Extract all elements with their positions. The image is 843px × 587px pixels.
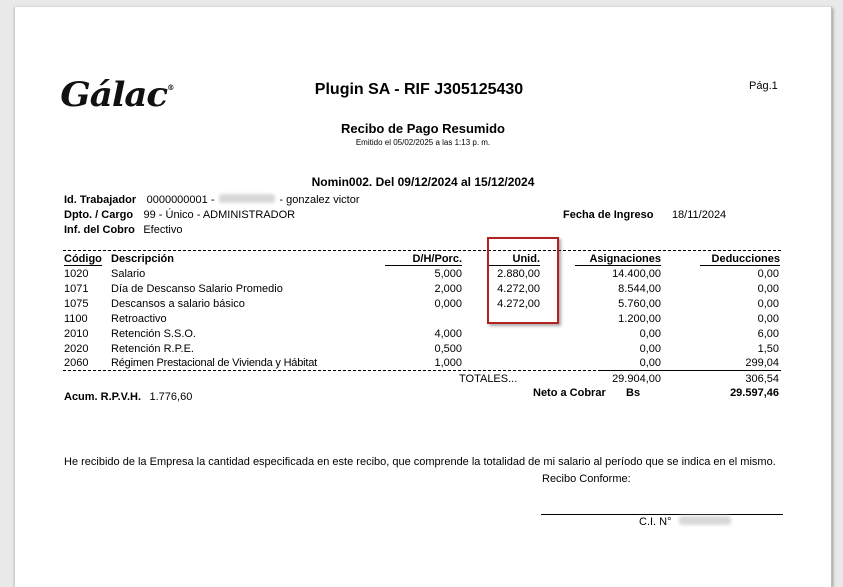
row-description: Salario	[111, 268, 146, 280]
col-header-dhp: D/H/Porc.	[385, 253, 462, 266]
row-dhp: 1,000	[434, 357, 462, 369]
row-code: 1071	[64, 283, 89, 295]
receipt-statement: He recibido de la Empresa la cantidad especificada en este recibo, que comprende la totalidad de mi salario al período que se indica en el mismo.	[64, 456, 776, 468]
col-header-description: Descripción	[111, 253, 174, 265]
page-number: Pág.1	[749, 80, 778, 92]
hire-date-row	[563, 205, 726, 223]
redacted-id	[219, 194, 275, 203]
col-header-assignments: Asignaciones	[575, 253, 661, 266]
row-deductions: 299,04	[745, 357, 779, 369]
row-assignments: 0,00	[639, 328, 661, 340]
units-highlight-box	[487, 237, 559, 324]
row-assignments: 0,00	[639, 343, 661, 355]
department-label: Dpto. / Cargo	[64, 209, 134, 221]
department-value: 99 - Único - ADMINISTRADOR	[143, 209, 296, 221]
receipt-title: Recibo de Pago Resumido	[341, 121, 505, 136]
ci-label: C.I. N°	[639, 516, 672, 528]
row-deductions: 0,00	[757, 268, 779, 280]
row-code: 2010	[64, 328, 89, 340]
row-deductions: 0,00	[757, 313, 779, 325]
totals-assignments: 29.904,00	[612, 373, 661, 385]
payment-info-value: Efectivo	[143, 224, 183, 236]
row-description: Régimen Prestacional de Vivienda y Hábitat	[111, 357, 318, 369]
row-dhp: 5,000	[434, 268, 462, 280]
employee-id-label: Id. Trabajador	[64, 194, 137, 206]
redacted-ci	[679, 516, 731, 525]
row-description: Retención S.S.O.	[111, 328, 196, 340]
row-assignments: 8.544,00	[618, 283, 661, 295]
ci-row	[639, 516, 731, 528]
acum-rpvh-value: 1.776,60	[149, 391, 193, 403]
row-code: 1075	[64, 298, 89, 310]
row-description: Retroactivo	[111, 313, 167, 325]
issued-date: Emitido el 05/02/2025 a las 1:13 p. m.	[355, 138, 491, 147]
payment-info-row	[64, 220, 182, 238]
hire-date-value: 18/11/2024	[671, 209, 727, 221]
net-pay-label: Neto a Cobrar	[533, 387, 606, 399]
row-description: Día de Descanso Salario Promedio	[111, 283, 283, 295]
col-header-code: Código	[64, 253, 102, 265]
row-assignments: 0,00	[639, 357, 661, 369]
row-code: 1020	[64, 268, 89, 280]
row-assignments: 1.200,00	[618, 313, 661, 325]
acum-rpvh-label: Acum. R.P.V.H.	[64, 391, 142, 403]
totals-rule	[601, 370, 781, 371]
payment-info-label: Inf. del Cobro	[64, 224, 135, 236]
row-deductions: 6,00	[757, 328, 779, 340]
acum-rpvh-row	[64, 387, 192, 405]
signature-line	[541, 514, 783, 515]
employee-name: - gonzalez victor	[279, 194, 360, 206]
row-assignments: 14.400,00	[612, 268, 661, 280]
row-deductions: 0,00	[757, 298, 779, 310]
row-units: 4.272,00	[497, 283, 540, 295]
currency-label: Bs	[626, 387, 641, 399]
galac-logo: Gálac®	[60, 75, 174, 115]
row-code: 1100	[64, 313, 88, 325]
receipt-page	[14, 7, 832, 587]
row-assignments: 5.760,00	[618, 298, 661, 310]
employee-id-value: 0000000001 -	[146, 194, 215, 206]
col-header-deductions: Deducciones	[700, 253, 780, 266]
row-deductions: 0,00	[757, 283, 779, 295]
hire-date-label: Fecha de Ingreso	[563, 209, 654, 221]
company-title: Plugin SA - RIF J305125430	[314, 81, 524, 98]
receipt-conforme: Recibo Conforme:	[542, 473, 631, 485]
net-pay-value: 29.597,46	[730, 387, 779, 399]
payroll-period: Nomin002. Del 09/12/2024 al 15/12/2024	[311, 175, 535, 189]
row-units: 2.880,00	[497, 268, 540, 280]
table-top-divider	[63, 250, 781, 251]
row-code: 2060	[64, 357, 89, 369]
col-header-units: Unid.	[488, 253, 540, 266]
row-code: 2020	[64, 343, 89, 355]
totals-deductions: 306,54	[745, 373, 779, 385]
row-dhp: 4,000	[434, 328, 462, 340]
row-deductions: 1,50	[757, 343, 779, 355]
row-description: Retención R.P.E.	[111, 343, 194, 355]
row-description: Descansos a salario básico	[111, 298, 245, 310]
row-dhp: 0,000	[434, 298, 462, 310]
row-dhp: 2,000	[434, 283, 462, 295]
row-dhp: 0,500	[434, 343, 462, 355]
totals-label: TOTALES...	[459, 373, 518, 385]
row-units: 4.272,00	[497, 298, 540, 310]
